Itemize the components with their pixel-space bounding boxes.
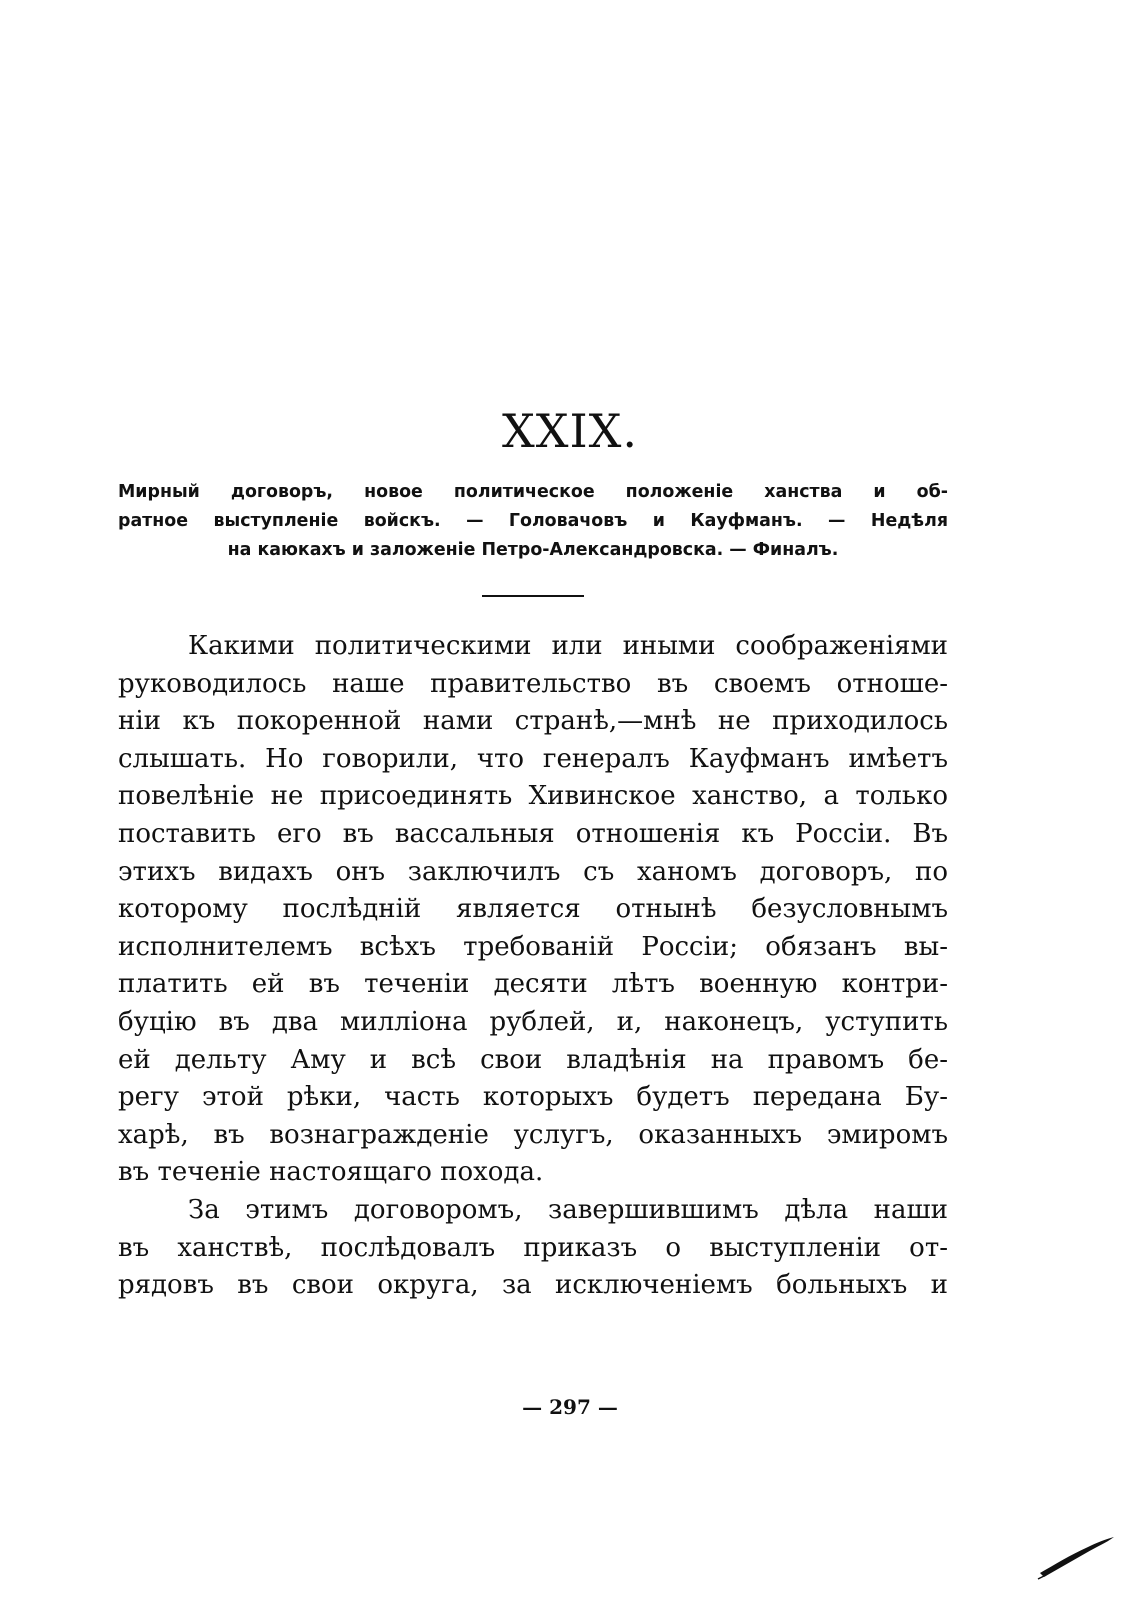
paragraph-line: За этимъ договоромъ, завершившимъ дѣла наши — [188, 1194, 948, 1225]
paragraph-line: Какими политическими или иными соображеніями — [188, 631, 948, 661]
paragraph-line: руководилось наше правительство въ своемъ отноше- — [118, 668, 948, 699]
paragraph-line: которому послѣдній является отнынѣ безусловнымъ — [118, 894, 948, 925]
paragraph-line: ніи къ покоренной нами странѣ,—мнѣ не приходилось — [118, 706, 948, 737]
chapter-summary — [118, 478, 948, 565]
summary-line: на каюкахъ и заложеніе Петро-Александровска. — Финалъ. — [227, 540, 839, 560]
paragraph-line: регу этой рѣки, часть которыхъ будетъ передана Бу- — [118, 1082, 948, 1113]
quill-mark-icon — [1036, 1525, 1116, 1580]
paragraph-line: ей дельту Аму и всѣ свои владѣнія на правомъ бе- — [118, 1044, 948, 1075]
paragraph-line: слышать. Но говорили, что генералъ Кауфманъ имѣетъ — [118, 743, 948, 774]
paragraph-line: харѣ, въ вознагражденіе услугъ, оказанныхъ эмиромъ — [118, 1119, 948, 1150]
paragraph-line: рядовъ въ свои округа, за исключеніемъ больныхъ и — [118, 1270, 948, 1301]
body-text — [118, 628, 948, 1305]
chapter-number: XXIX. — [501, 404, 639, 458]
paragraph-line: этихъ видахъ онъ заключилъ съ ханомъ договоръ, по — [118, 856, 948, 887]
paragraph-line: исполнителемъ всѣхъ требованій Россіи; обязанъ вы- — [118, 931, 948, 962]
paragraph-line: буцію въ два милліона рублей, и, наконецъ, уступить — [118, 1006, 948, 1037]
page-number: — 297 — — [522, 1395, 618, 1419]
paragraph-line: платить ей въ теченіи десяти лѣтъ военную контри- — [118, 969, 948, 1000]
paragraph-line: повелѣніе не присоединять Хивинское ханство, а только — [118, 781, 948, 812]
paragraph-line: въ ханствѣ, послѣдовалъ приказъ о выступленіи от- — [118, 1232, 948, 1263]
section-divider — [482, 595, 584, 597]
summary-line: Мирный договоръ, новое политическое положеніе ханства и об- — [118, 482, 948, 502]
paragraph-line: въ теченіе настоящаго похода. — [118, 1157, 544, 1188]
paragraph-line: поставить его въ вассальныя отношенія къ Россіи. Въ — [118, 818, 948, 849]
summary-line: ратное выступленіе войскъ. — Головачовъ и Кауфманъ. — Недѣля — [118, 511, 948, 531]
